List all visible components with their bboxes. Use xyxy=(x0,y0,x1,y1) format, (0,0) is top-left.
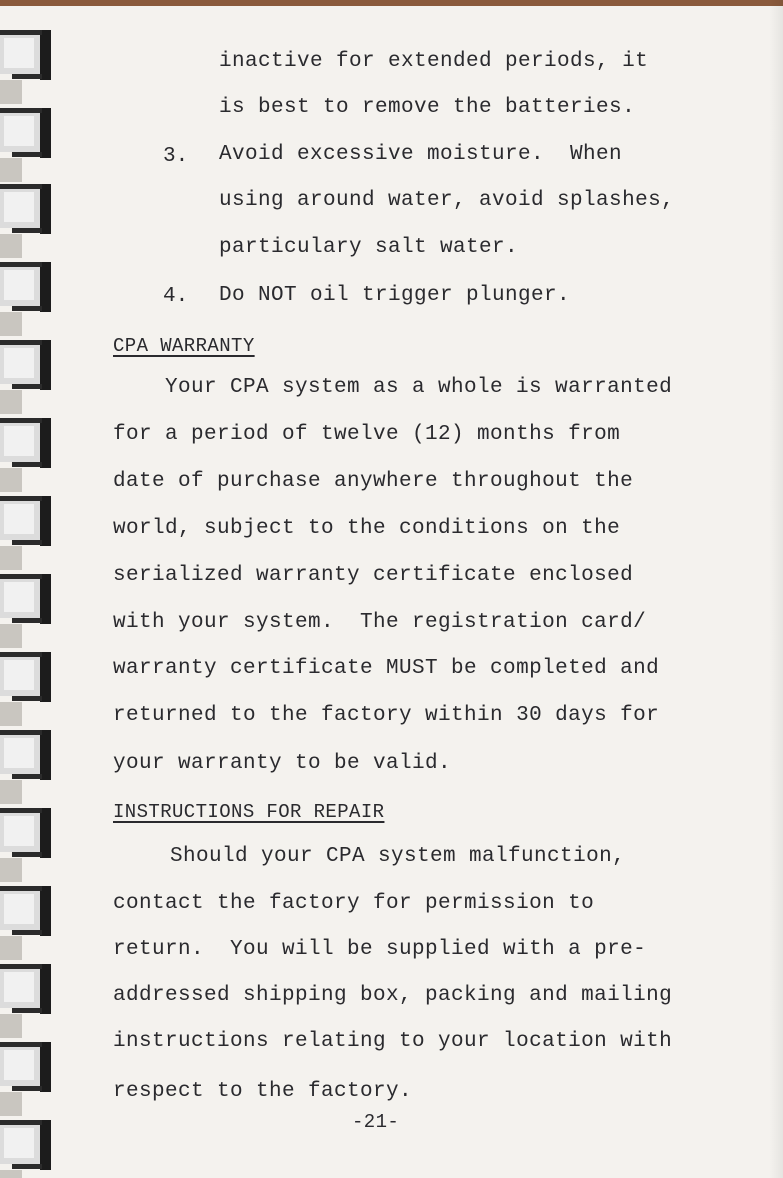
list-item-4-line-1: Do NOT oil trigger plunger. xyxy=(219,284,571,307)
repair-line-1: Should your CPA system malfunction, xyxy=(170,845,626,868)
list-item-3-number: 3. xyxy=(163,145,189,168)
list-continuation-line-1: inactive for extended periods, it xyxy=(219,50,649,73)
list-item-3-line-3: particulary salt water. xyxy=(219,236,519,259)
warranty-line-1: Your CPA system as a whole is warranted xyxy=(165,376,673,399)
repair-line-3: return. You will be supplied with a pre- xyxy=(113,938,647,961)
list-item-3-line-1: Avoid excessive moisture. When xyxy=(219,143,623,166)
page-number: -21- xyxy=(352,1111,400,1133)
warranty-line-3: date of purchase anywhere throughout the xyxy=(113,470,634,493)
repair-line-5: instructions relating to your location with xyxy=(113,1030,673,1053)
repair-line-6: respect to the factory. xyxy=(113,1080,413,1103)
warranty-line-6: with your system. The registration card/ xyxy=(113,611,647,634)
list-item-3-line-2: using around water, avoid splashes, xyxy=(219,189,675,212)
warranty-line-2: for a period of twelve (12) months from xyxy=(113,423,621,446)
repair-line-4: addressed shipping box, packing and mailing xyxy=(113,984,673,1007)
list-continuation-line-2: is best to remove the batteries. xyxy=(219,96,636,119)
warranty-line-7: warranty certificate MUST be completed and xyxy=(113,657,660,680)
warranty-line-4: world, subject to the conditions on the xyxy=(113,517,621,540)
repair-heading: INSTRUCTIONS FOR REPAIR xyxy=(113,801,385,823)
list-item-4-number: 4. xyxy=(163,285,189,308)
warranty-heading: CPA WARRANTY xyxy=(113,335,255,357)
warranty-line-5: serialized warranty certificate enclosed xyxy=(113,564,634,587)
warranty-line-8: returned to the factory within 30 days for xyxy=(113,704,660,727)
repair-line-2: contact the factory for permission to xyxy=(113,892,595,915)
warranty-line-9: your warranty to be valid. xyxy=(113,752,452,775)
